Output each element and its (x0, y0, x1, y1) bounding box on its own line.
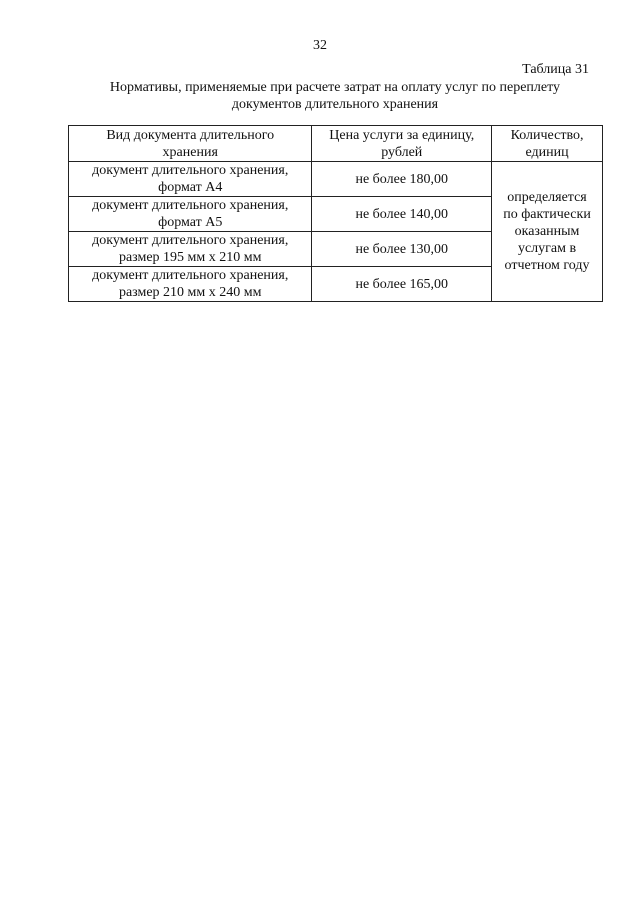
page-number: 32 (313, 38, 327, 53)
document-type-line-2: формат А5 (158, 215, 223, 230)
price-cell: не более 165,00 (312, 267, 492, 302)
table-caption (68, 79, 602, 113)
document-type-line-2: размер 210 мм х 240 мм (118, 285, 262, 300)
header-unit-price (312, 126, 492, 162)
caption-line-1: Нормативы, применяемые при расчете затрат на оплату услуг по переплету (109, 80, 561, 95)
price-cell: не более 140,00 (312, 197, 492, 232)
document-type-line-2: размер 195 мм х 210 мм (118, 250, 262, 265)
price-cell: не более 180,00 (312, 162, 492, 197)
table-row (69, 162, 603, 197)
quantity-line-3: оказанным (514, 224, 580, 239)
norms-table (68, 125, 603, 302)
quantity-line-2: по фактически (503, 207, 591, 222)
document-type-cell (69, 162, 312, 197)
header-document-type-line-1: Вид документа длительного (106, 127, 275, 143)
document-type-line-1: документ длительного хранения, (92, 163, 289, 178)
table-number: Таблица 31 (522, 62, 589, 77)
document-type-cell (69, 197, 312, 232)
document-type-line-1: документ длительного хранения, (92, 198, 289, 213)
price-cell: не более 130,00 (312, 232, 492, 267)
header-document-type-line-2: хранения (162, 144, 218, 160)
document-type-line-1: документ длительного хранения, (92, 233, 289, 248)
header-quantity-line-2: единиц (525, 144, 569, 160)
document-type-cell (69, 267, 312, 302)
document-type-line-2: формат А4 (158, 180, 223, 195)
quantity-line-1: определяется (507, 190, 587, 205)
header-unit-price-line-2: рублей (381, 144, 423, 160)
header-quantity-line-1: Количество, (510, 127, 584, 143)
quantity-cell (492, 162, 603, 302)
header-unit-price-line-1: Цена услуги за единицу, (329, 127, 475, 143)
quantity-line-4: услугам в (517, 241, 577, 256)
table-header-row (69, 126, 603, 162)
document-type-cell (69, 232, 312, 267)
caption-line-2: документов длительного хранения (231, 97, 439, 112)
header-document-type (69, 126, 312, 162)
document-type-line-1: документ длительного хранения, (92, 268, 289, 283)
quantity-line-5: отчетном году (504, 258, 590, 273)
header-quantity (492, 126, 603, 162)
